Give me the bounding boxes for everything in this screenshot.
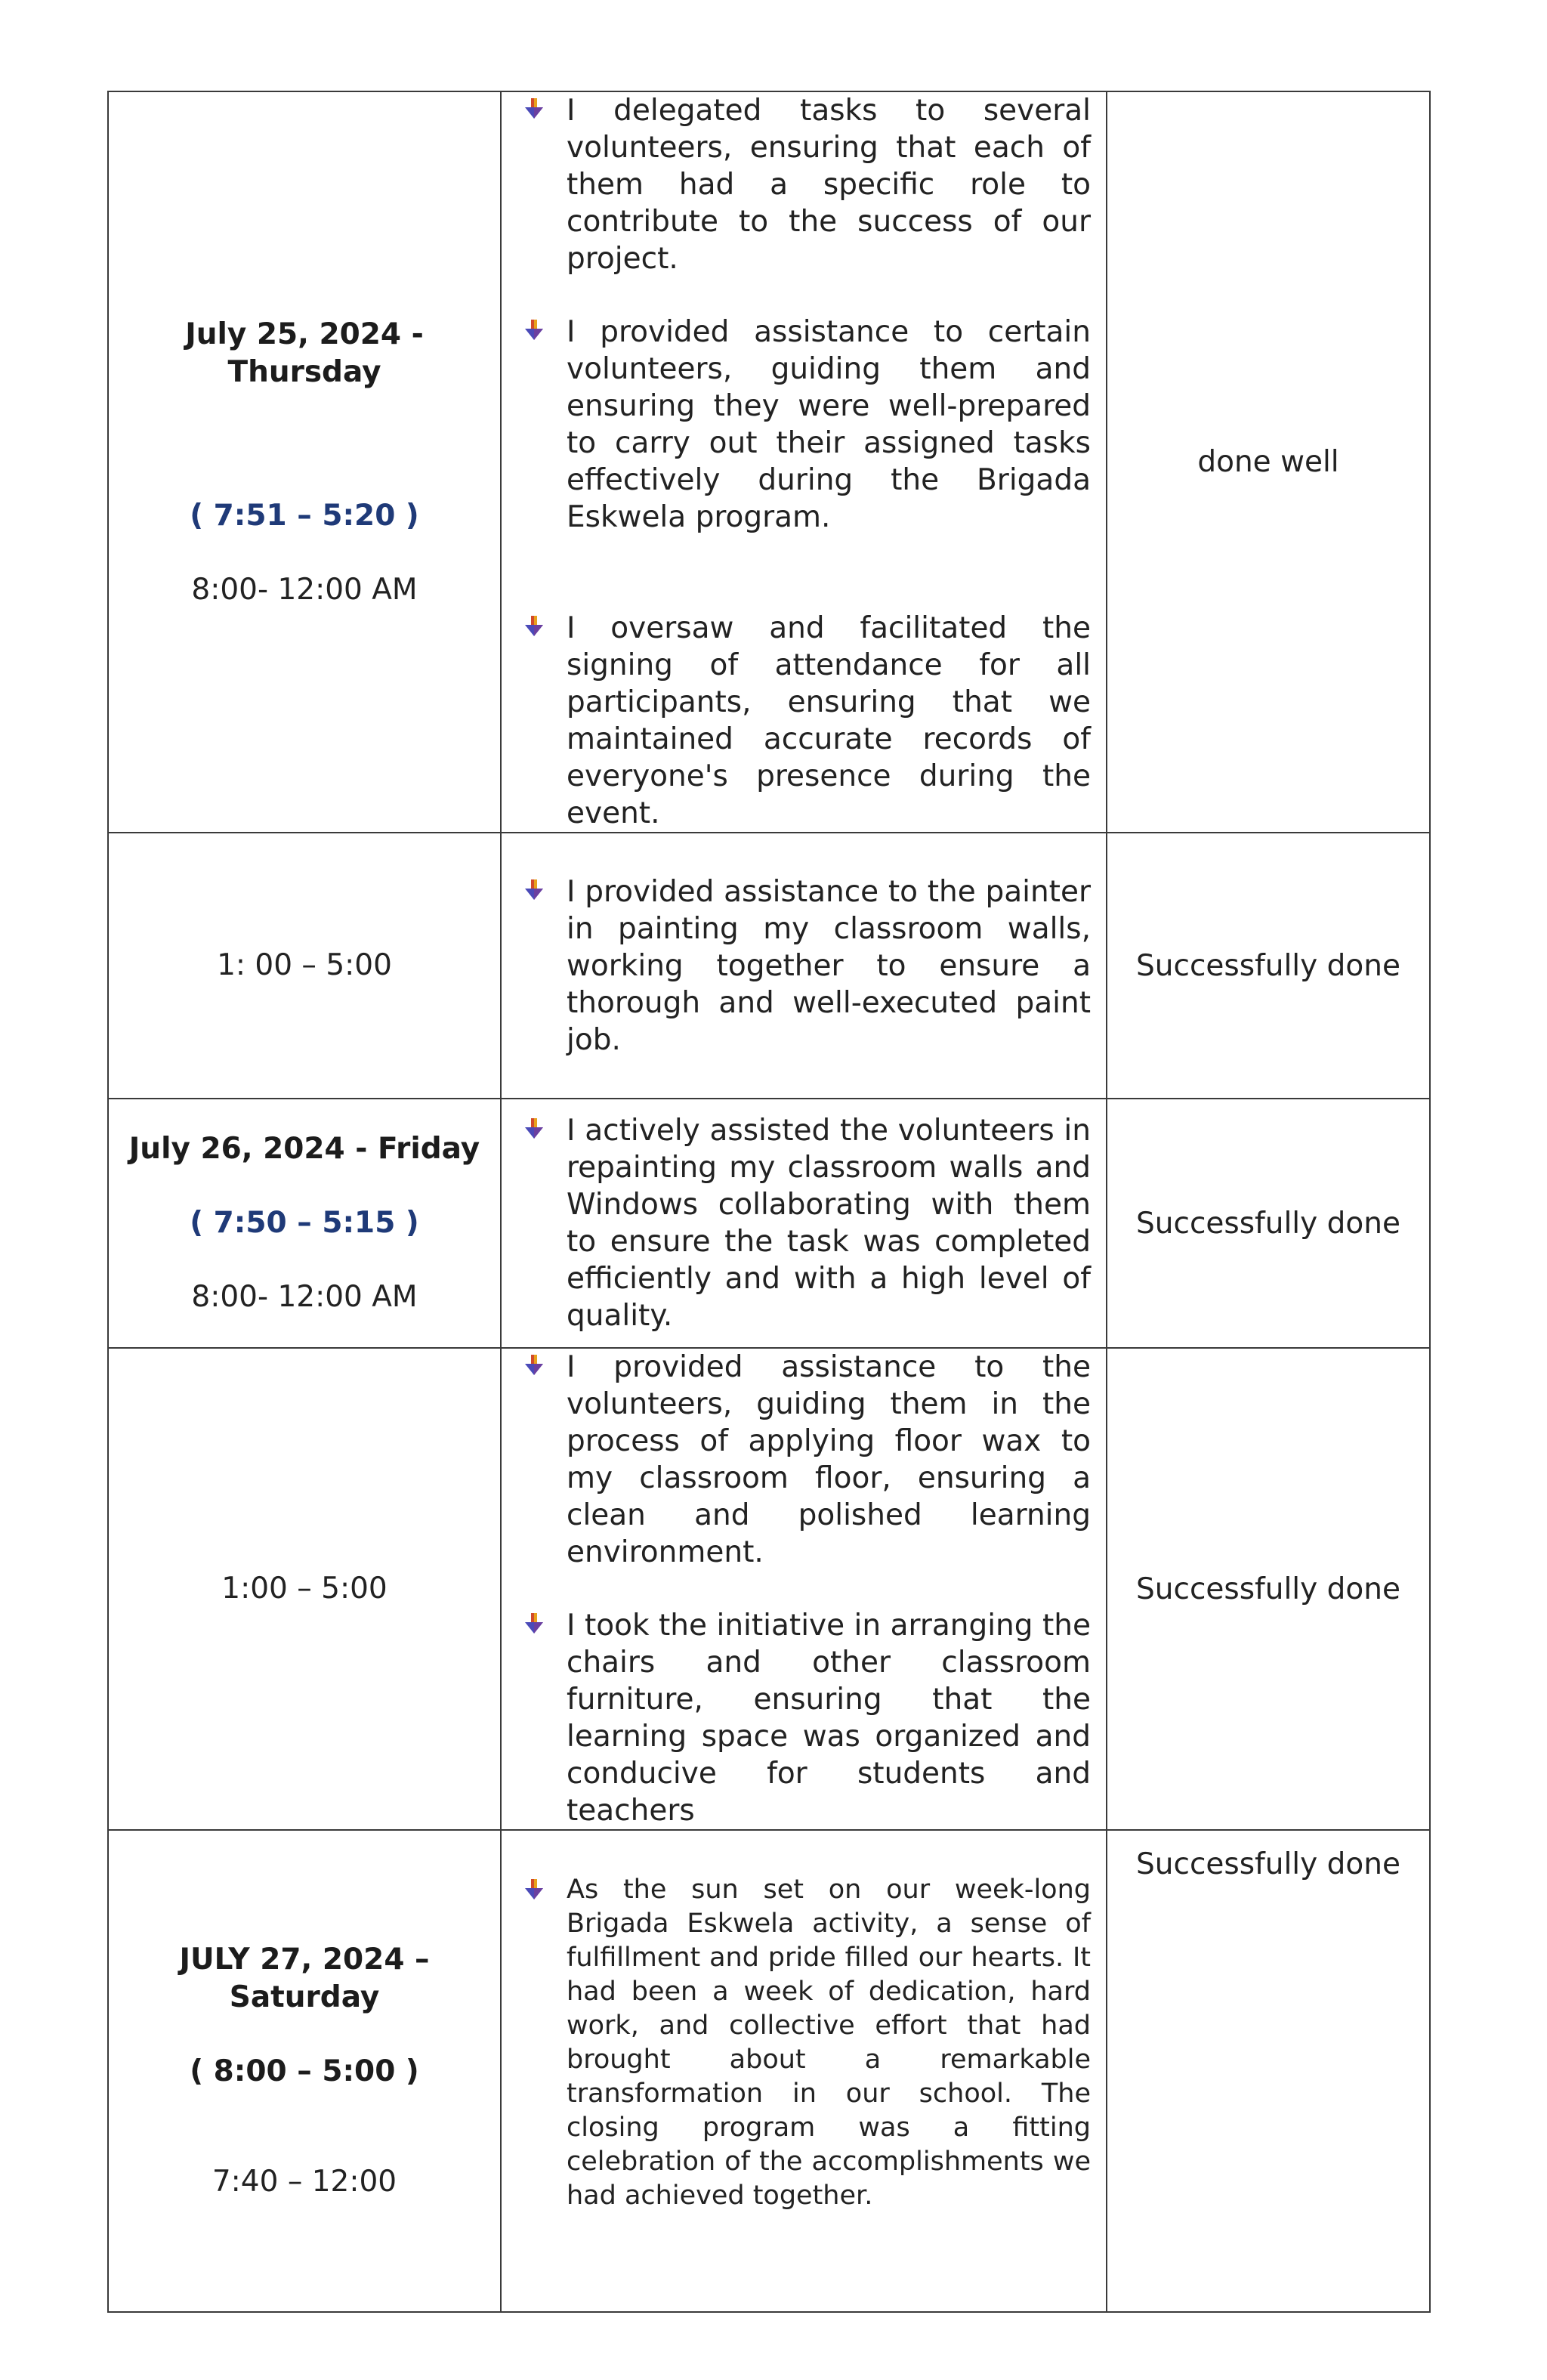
date-label: JULY 27, 2024 – Saturday bbox=[179, 1943, 430, 2014]
task-text: I provided assistance to the painter in painting my classroom walls, working together to ensure a thorough and well-executed paint job. bbox=[567, 874, 1091, 1057]
table-row bbox=[108, 1830, 1430, 2312]
status-label: Successfully done bbox=[1136, 1206, 1400, 1241]
tasks-cell bbox=[501, 833, 1107, 1099]
colored-arrow-bullet-icon bbox=[523, 1613, 545, 1636]
hours-label: 7:40 – 12:00 bbox=[212, 2165, 397, 2199]
list-item bbox=[512, 610, 1091, 832]
list-item bbox=[512, 873, 1091, 1059]
tasks-cell bbox=[501, 91, 1107, 833]
table-row bbox=[108, 1348, 1430, 1830]
colored-arrow-bullet-icon bbox=[523, 1118, 545, 1141]
hours-label: 1:00 – 5:00 bbox=[221, 1572, 388, 1606]
date-label: July 26, 2024 - Friday bbox=[128, 1132, 480, 1166]
status-label: Successfully done bbox=[1136, 1572, 1400, 1606]
time-span-label: ( 8:00 – 5:00 ) bbox=[190, 2054, 419, 2088]
status-cell bbox=[1107, 1099, 1430, 1348]
task-text: I actively assisted the volunteers in repainting my classroom walls and Windows collaborating with them to ensure the task was completed efficiently and with a high level of quality. bbox=[567, 1114, 1091, 1333]
status-cell bbox=[1107, 1348, 1430, 1830]
colored-arrow-bullet-icon bbox=[523, 879, 545, 902]
colored-arrow-bullet-icon bbox=[523, 320, 545, 342]
task-text: I provided assistance to certain volunteers, guiding them and ensuring they were well-prepared to carry out their assigned tasks effectively during the Brigada Eskwela program. bbox=[567, 315, 1091, 534]
task-list bbox=[512, 1349, 1091, 1829]
colored-arrow-bullet-icon bbox=[523, 616, 545, 638]
tasks-cell bbox=[501, 1830, 1107, 2312]
date-cell bbox=[108, 1830, 501, 2312]
hours-label: 8:00- 12:00 AM bbox=[191, 572, 418, 607]
task-list bbox=[512, 1112, 1091, 1334]
time-span-label: ( 7:51 – 5:20 ) bbox=[190, 498, 419, 533]
table-row bbox=[108, 91, 1430, 833]
table-row bbox=[108, 1099, 1430, 1348]
list-item bbox=[512, 314, 1091, 536]
status-label: Successfully done bbox=[1136, 948, 1400, 983]
task-text: I provided assistance to the volunteers, guiding them in the process of applying floor wax to my classroom floor, ensuring a clean and polished learning environment. bbox=[567, 1350, 1091, 1569]
colored-arrow-bullet-icon bbox=[523, 98, 545, 121]
task-text: As the sun set on our week-long Brigada Eskwela activity, a sense of fulfillment and pride filled our hearts. It had been a week of dedication, hard work, and collective effort that had brought about a remarkable transformation in our school. The closing program was a fitting celebration of the accomplishments we had achieved together. bbox=[567, 1875, 1091, 2211]
status-cell bbox=[1107, 91, 1430, 833]
status-label: done well bbox=[1197, 445, 1339, 479]
status-label: Successfully done bbox=[1136, 1847, 1400, 1881]
activity-log-table bbox=[107, 91, 1431, 2313]
task-text: I delegated tasks to several volunteers, ensuring that each of them had a specific role to contribute to the success of our project. bbox=[567, 94, 1091, 276]
colored-arrow-bullet-icon bbox=[523, 1879, 545, 1902]
list-item bbox=[512, 1873, 1091, 2213]
tasks-cell bbox=[501, 1099, 1107, 1348]
list-item bbox=[512, 92, 1091, 277]
hours-label: 1: 00 – 5:00 bbox=[217, 948, 392, 982]
date-label: July 25, 2024 - Thursday bbox=[185, 317, 424, 389]
task-text: I oversaw and facilitated the signing of attendance for all participants, ensuring that we maintained accurate records of everyone's presence during the event. bbox=[567, 611, 1091, 830]
list-item bbox=[512, 1112, 1091, 1334]
table-row bbox=[108, 833, 1430, 1099]
task-text: I took the initiative in arranging the chairs and other classroom furniture, ensuring that the learning space was organized and conducive for students and teachers bbox=[567, 1609, 1091, 1828]
colored-arrow-bullet-icon bbox=[523, 1355, 545, 1377]
time-span-label: ( 7:50 – 5:15 ) bbox=[190, 1206, 419, 1240]
task-list bbox=[512, 873, 1091, 1059]
hours-label: 8:00- 12:00 AM bbox=[191, 1280, 418, 1314]
date-cell bbox=[108, 1348, 501, 1830]
list-item bbox=[512, 1607, 1091, 1829]
tasks-cell bbox=[501, 1348, 1107, 1830]
date-cell bbox=[108, 833, 501, 1099]
list-item bbox=[512, 1349, 1091, 1571]
task-list bbox=[512, 1873, 1091, 2213]
task-list bbox=[512, 92, 1091, 832]
date-cell bbox=[108, 91, 501, 833]
date-cell bbox=[108, 1099, 501, 1348]
status-cell bbox=[1107, 833, 1430, 1099]
status-cell bbox=[1107, 1830, 1430, 2312]
